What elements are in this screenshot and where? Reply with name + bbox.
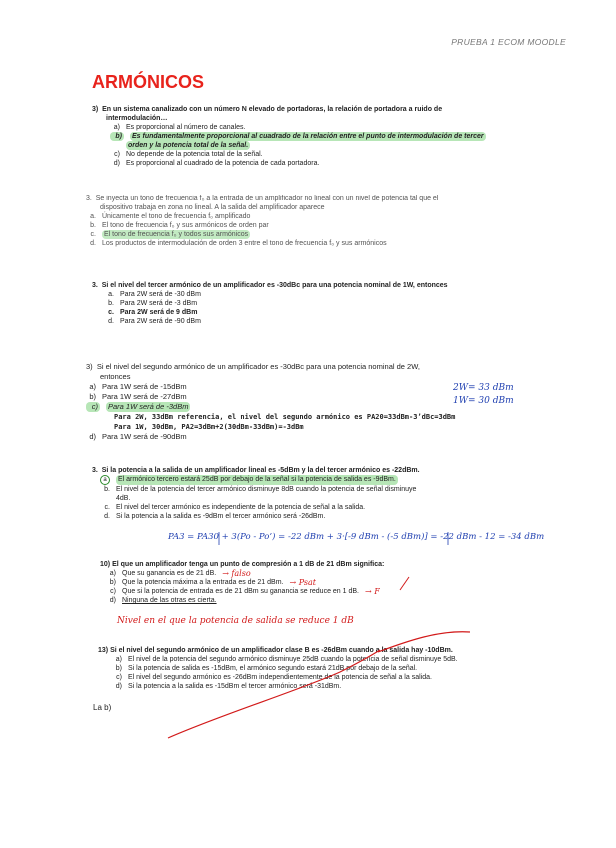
handwritten-formula: PA3 = PA30 + 3(Po - Po’) = -22 dBm + 3·[-9 dBm - (-5 dBm)] = -22 dBm - 12 = -34 dBm — [168, 532, 545, 542]
handwritten-note: Nivel en el que la potencia de salida se reduce 1 dB — [117, 616, 354, 626]
question-stem: Si el nivel del tercer armónico de un amplificador es -30dBc para una potencia nominal de 1W, entonces — [101, 282, 448, 289]
option-b: b. El nivel de la potencia del tercer armónico disminuye 8dB cuando la potencia de señal disminuye — [104, 486, 417, 493]
option-b-cont: 4dB. — [116, 495, 131, 502]
question-stem: Si el nivel del segundo armónico de un amplificador es -30dBc para una potencia nominal de 2W, — [96, 362, 420, 371]
page-header: PRUEBA 1 ECOM MOODLE — [451, 37, 566, 47]
option-c: c. El tono de frecuencia f₀ y todos sus armónicos — [90, 231, 249, 238]
question-stem: El que un amplificador tenga un punto de compresión a 1 dB de 21 dBm significa: — [112, 561, 385, 568]
option-b-cont: orden y la potencia total de la señal. — [128, 142, 249, 149]
option-c: c. El nivel del tercer armónico es independiente de la potencia de señal a la salida. — [104, 504, 366, 511]
option-a: a El armónico tercero estará 25dB por debajo de la señal si la potencia de salida es -9dBm. — [100, 475, 420, 485]
option-c: c. Para 2W será de 9 dBm — [108, 309, 198, 316]
option-a: a) Es proporcional al número de canales. — [113, 124, 246, 131]
question-number: 3) — [86, 362, 93, 371]
option-b: b) Para 1W será de -27dBm — [89, 392, 187, 401]
question-number: 3) — [92, 106, 99, 113]
red-arrow-stroke — [400, 577, 409, 590]
question-stem: Si la potencia a la salida de un amplificador lineal es -5dBm y la del tercer armónico es -22dBm. — [101, 467, 420, 474]
option-d: d. Los productos de intermodulación de orden 3 entre el tono de frecuencia f₀ y sus armónicos — [90, 240, 387, 247]
option-b: b) Es fundamentalmente proporcional al cuadrado de la relación entre el punto de intermodulación de tercer — [110, 132, 486, 141]
question-stem: En un sistema canalizado con un número N elevado de portadoras, la relación de portadora a ruido de — [102, 106, 443, 113]
option-a: a) Para 1W será de -15dBm — [89, 382, 187, 391]
question-stem: Se inyecta un tono de frecuencia f₀ a la entrada de un amplificador no lineal con un nivel de potencia tal que el — [95, 195, 439, 202]
option-a: a) Que su ganancia es de 21 dB. → falso — [109, 569, 251, 578]
option-b: b. Para 2W será de -3 dBm — [108, 300, 198, 307]
option-a: a) El nivel de la potencia del segundo armónico disminuye 25dB cuando la potencia de señal disminuye 5dB. — [115, 656, 458, 663]
question-number: 10) — [100, 561, 111, 568]
option-c: c) El nivel del segundo armónico es -26dBm independientemente de la potencia de señal a la salida. — [116, 674, 432, 681]
page-title: ARMÓNICOS — [92, 72, 204, 92]
option-d: d) Si la potencia a la salida es -15dBm el tercer armónico será -31dBm. — [115, 683, 342, 690]
answer-note: La b) — [93, 703, 112, 712]
question-number: 13) — [98, 647, 109, 654]
option-d: d) Para 1W será de -90dBm — [89, 432, 187, 441]
question-number: 3. — [92, 467, 98, 474]
worked-solution-line-1: Para 2W, 33dBm referencia, el nivel del segundo armónico es PA20=33dBm-3’dBc=3dBm — [114, 413, 456, 421]
option-c: c) No depende de la potencia total de la señal. — [114, 151, 263, 158]
option-b: b. El tono de frecuencia f₀ y sus armónicos de orden par — [90, 222, 269, 229]
option-c: c) Para 1W será de -3dBm — [86, 402, 455, 412]
handwritten-note: 1W= 30 dBm — [453, 396, 514, 406]
question-number: 3. — [92, 282, 98, 289]
option-d: d. Si la potencia a la salida es -9dBm el tercer armónico será -26dBm. — [104, 513, 326, 520]
option-d: d) Es proporcional al cuadrado de la potencia de cada portadora. — [113, 160, 320, 167]
option-b: b) Si la potencia de salida es -15dBm, el armónico segundo estará 21dB por debajo de la señal. — [115, 665, 418, 672]
handwritten-note: 2W= 33 dBm — [453, 383, 514, 393]
question-stem: intermodulación… — [106, 115, 168, 122]
question-stem: entonces — [100, 372, 131, 381]
option-a: a. Para 2W será de -30 dBm — [108, 291, 201, 298]
option-d: d. Para 2W será de -90 dBm — [108, 318, 201, 325]
question-number: 3. — [86, 195, 92, 202]
worked-solution-line-2: Para 1W, 30dBm, PA2=3dBm+2(30dBm-33dBm)=-3dBm — [114, 423, 304, 431]
red-strike-stroke — [168, 650, 380, 738]
question-stem: Si el nivel del segundo armónico de un amplificador clase B es -26dBm cuando a la salida hay -10dBm. — [110, 647, 453, 654]
question-stem: dispositivo trabaja en zona no lineal. A la salida del amplificador aparece — [100, 204, 325, 211]
option-c: c) Que si la potencia de entrada es de 21 dBm su ganancia se reduce en 1 dB. → F — [110, 587, 380, 596]
red-strike-stroke — [378, 632, 470, 652]
option-d: d) Ninguna de las otras es cierta. — [109, 597, 217, 604]
option-b: b) Que la potencia máxima a la entrada es de 21 dBm. → Psat — [109, 578, 316, 587]
option-a: a. Únicamente el tono de frecuencia f₀ amplificado — [90, 213, 251, 220]
